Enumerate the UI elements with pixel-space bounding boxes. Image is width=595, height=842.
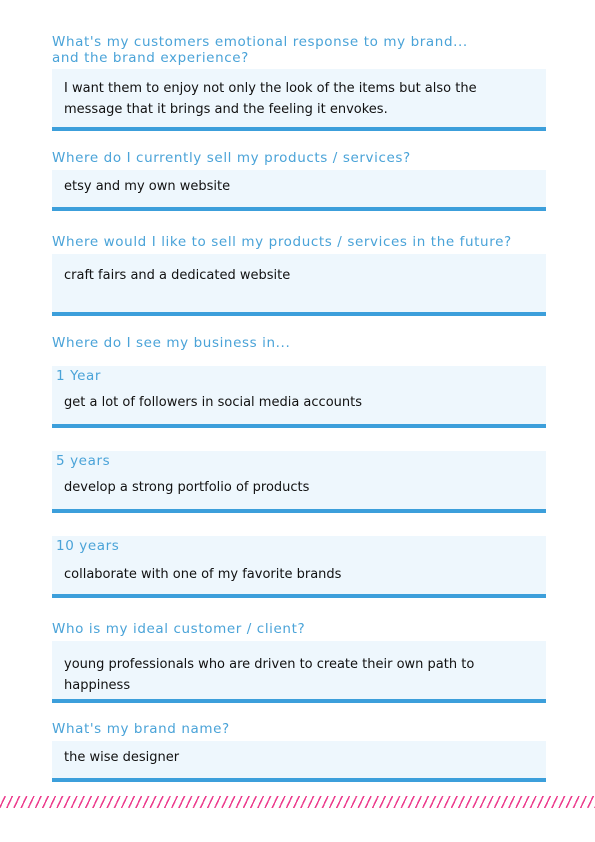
question-line-1: What's my customers emotional response to my brand... — [52, 34, 468, 50]
answer-box-brand-name[interactable] — [52, 741, 546, 782]
question-ideal-customer: Who is my ideal customer / client? — [52, 621, 306, 637]
answer-text: develop a strong portfolio of products — [64, 480, 310, 495]
answer-text: get a lot of followers in social media accounts — [64, 395, 362, 410]
timeframe-label-5-years: 5 years — [56, 453, 111, 469]
answer-box-current-sales[interactable] — [52, 170, 546, 211]
answer-text: craft fairs and a dedicated website — [64, 268, 291, 283]
answer-text: the wise designer — [64, 750, 180, 765]
answer-box-5-years[interactable] — [52, 451, 546, 513]
question-current-sales: Where do I currently sell my products / services? — [52, 150, 411, 166]
answer-box-10-years[interactable] — [52, 536, 546, 598]
answer-box-future-sales[interactable] — [52, 254, 546, 316]
question-brand-name: What's my brand name? — [52, 721, 230, 737]
question-emotional-response — [52, 34, 512, 66]
question-future-sales: Where would I like to sell my products / services in the future? — [52, 234, 512, 250]
timeframe-label-10-years: 10 years — [56, 538, 120, 554]
answer-box-emotional-response[interactable] — [52, 69, 546, 131]
answer-box-ideal-customer[interactable] — [52, 641, 546, 703]
decorative-stripe-divider — [0, 796, 595, 808]
answer-text: etsy and my own website — [64, 179, 231, 194]
answer-text: I want them to enjoy not only the look of the items but also the message that it brings and the feeling it envokes. — [64, 81, 477, 117]
answer-text: young professionals who are driven to create their own path to happiness — [64, 657, 475, 693]
timeframe-label-1-year: 1 Year — [56, 368, 102, 384]
answer-text: collaborate with one of my favorite brands — [64, 567, 342, 582]
answer-box-1-year[interactable] — [52, 366, 546, 428]
question-line-2: and the brand experience? — [52, 50, 249, 66]
question-business-outlook: Where do I see my business in... — [52, 335, 291, 351]
